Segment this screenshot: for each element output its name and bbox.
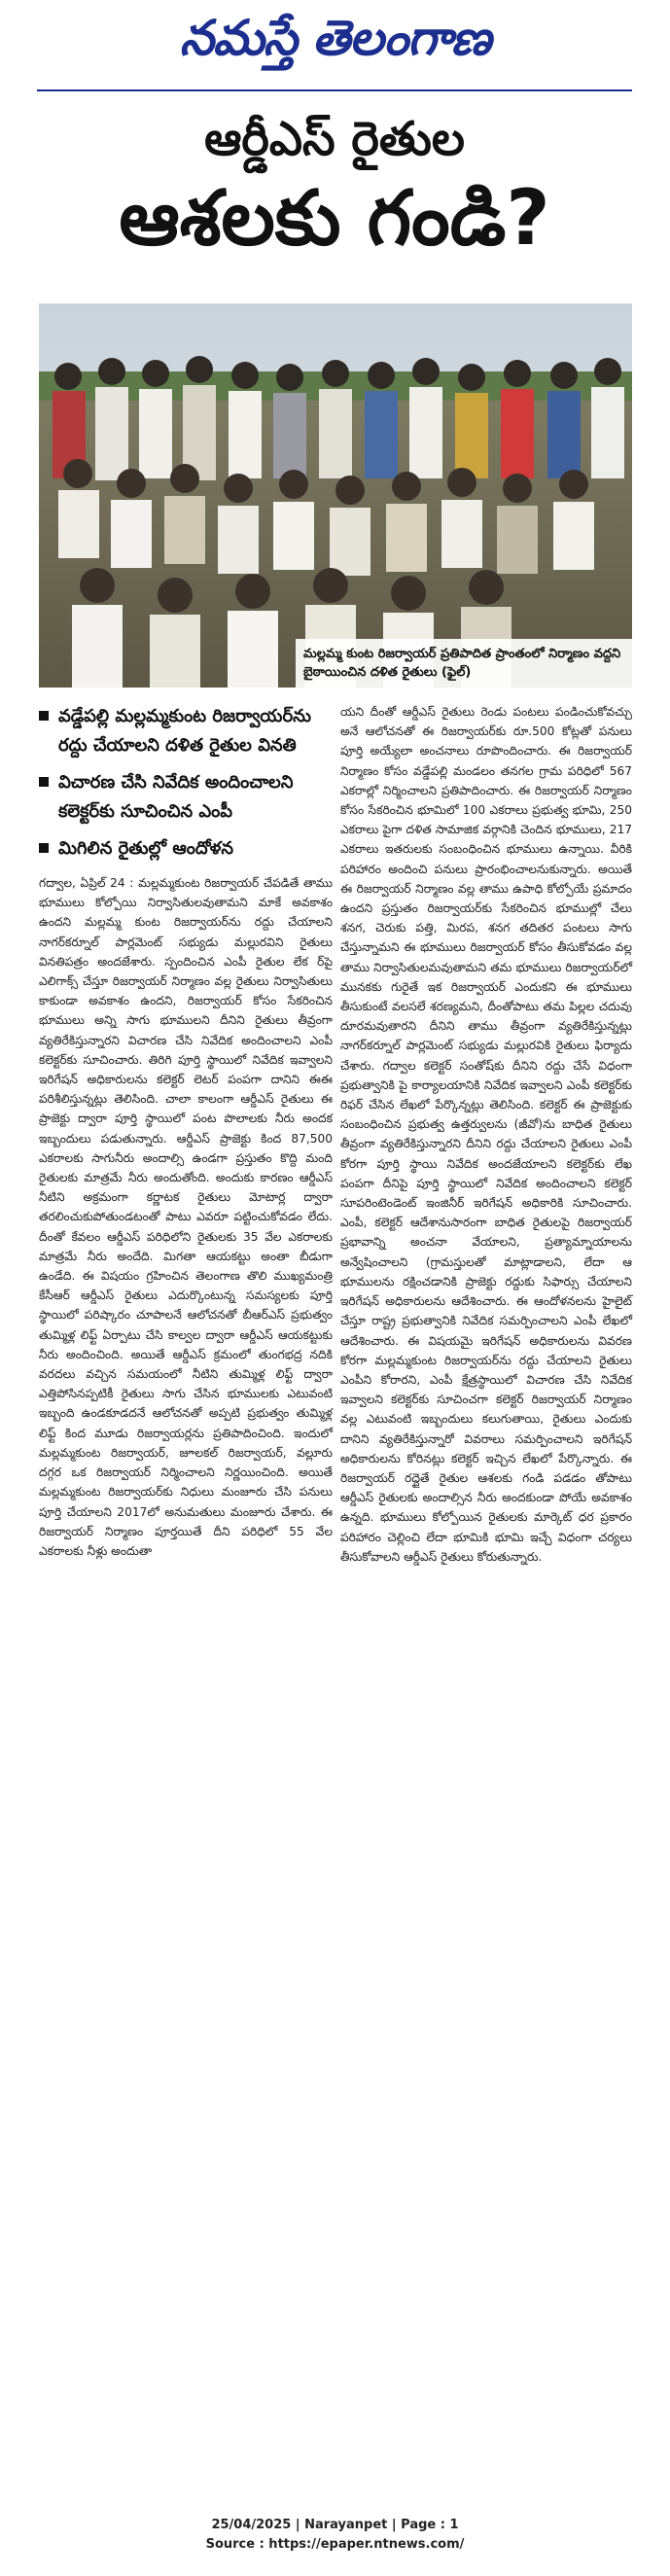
footer-dateline: 25/04/2025 | Narayanpet | Page : 1 — [211, 2518, 459, 2532]
headline-line-2: ఆశలకు గండి? — [119, 175, 550, 263]
summary-bullet — [39, 702, 333, 760]
bullet-marker — [39, 843, 49, 853]
bullet-text: మిగిలిన రైతుల్లో ఆందోళన — [58, 838, 234, 859]
headline-line-1: ఆర్డీఎస్ రైతుల — [204, 112, 465, 166]
masthead-divider — [37, 89, 632, 91]
masthead — [0, 0, 670, 88]
summary-bullet — [39, 768, 333, 827]
bullet-marker — [39, 711, 49, 721]
masthead-title: నమస్తే తెలంగాణ — [179, 9, 491, 66]
bullet-marker — [39, 777, 49, 787]
footer-source: Source : https://epaper.ntnews.com/ — [205, 2537, 465, 2552]
news-photo — [39, 303, 632, 688]
article-body-left: గద్వాల, ఏప్రిల్ 24 : మల్లమ్మకుంట రిజర్వాయర్ చేపడితే తాము భూములు కోల్పోయి నిర్వాసితులవుతామని మాకే అవకాశం ఉందని మల్లమ్మ కుంట రిజర్వాయర్‌ను రద్దు చేయాలని నాగర్‌కర్నూల్ పార్లమెంట్ సభ్యుడు మల్లురవిని రైతులు వినతిపత్రం అందజేశారు. స్పందించిన ఎంపీ రైతుల లేక ర్‌పై ఎలిగాక్స్ చేస్తూ రిజర్వాయర్ నిర్మాణం వల్ల రైతులు నిర్వాసితులు కాకుండా అవకాశం ఉందని, రిజర్వాయర్ కోసం సేకరించిన భూములు అన్ని సాగు భూములని దీనిని రైతులు తీవ్రంగా వ్యతిరేకిస్తున్నారని విచారణ చేసి నివేదిక అందించాలని ఎంపీ కలెక్టర్‌కు సూచించారు. తిరిగి పూర్తి స్థాయిలో నివేదిక ఇవ్వాలని ఇరిగేషన్ అధికారులను కలెక్టర్ లెటర్ పంపగా దానిని ఈఈ పరిశీలిస్తున్నట్లు తెలిసింది. చాలా కాలంగా ఆర్డీఎస్ రైతులు ఈ ప్రాజెక్టు ద్వారా పూర్తి స్థాయిలో పంట పొలాలకు నీరు అందక ఇబ్బందులు పడుతున్నారు. ఆర్డీఎస్ ప్రాజెక్టు కింద 87,500 ఎకరాలకు సాగునీరు అందాల్సి ఉండగా ప్రస్తుతం కొద్ది మంది రైతులకు మాత్రమే నీరు అందుతోంది. అందుకు కారణం ఆర్డీఎస్ నీటిని అక్రమంగా కర్ణాటక రైతులు మోటార్ల ద్వారా తరలించుకుపోతుండటంతో పాటు ఎవరూ పట్టించుకోవడం లేదు. దీంతో కేవలం ఆర్డీఎస్ పరిధిలోని రైతులకు 35 వేల ఎకరాలకు మాత్రమే నీరు అందేది. మిగతా ఆయకట్టు అంతా బీడుగా ఉండేది. ఈ విషయం గ్రహించిన తెలంగాణ తొలి ముఖ్యమంత్రి కేసీఆర్ ఆర్డీఎస్ రైతులు ఎదుర్కొంటున్న సమస్యలకు పూర్తి స్థాయిలో పరిష్కారం చూపాలనే ఆలోచనతో బీఆర్‌ఎస్ ప్రభుత్వం తుమ్మిళ్ల లిఫ్ట్ ఏర్పాటు చేసి కాల్వల ద్వారా ఆర్డీఎస్ ఆయకట్టుకు నీరు అందించింది. అయితే ఆర్డీఎస్ క్రమంలో తుంగభద్ర నదికి వరదలు వచ్చిన సమయంలో నీటిని తుమ్మిళ్ల లిఫ్ట్ ద్వారా ఎత్తిపోసినప్పటికీ రైతులు సాగు చేసిన భూములకు ఎటువంటి ఇబ్బంది ఉండకూడదనే ఆలోచనతో అప్పటి ప్రభుత్వం తుమ్మిళ్ల లిఫ్ట్ కింద మూడు రిజర్వాయర్లను ప్రతిపాదించింది. ఇందులో మల్లమ్మకుంట రిజర్వాయర్, జూలకల్ రిజర్వాయర్, వల్లూరు దగ్గర ఒక రిజర్వాయర్ నిర్మించాలని నిర్ణయించింది. అయితే మల్లమ్మకుంట రిజర్వాయర్‌కు నిధులు మంజూరు చేసి పనులు పూర్తి చేయాలని 2017లో అనుమతులు మంజూరు చేశారు. ఈ రిజర్వాయర్ నిర్మాణం పూర్తయితే దీని పరిధిలో 55 వేల ఎకరాలకు నీళ్లు అందుతా — [39, 876, 333, 1558]
bullet-text: వడ్డేపల్లి మల్లమ్మకుంట రిజర్వాయర్‌ను రద్దు చేయాలని దళిత రైతుల వినతి — [58, 706, 311, 756]
photo-caption: మల్లమ్మ కుంట రిజర్వాయర్ ప్రతిపాదిత ప్రాంతంలో నిర్మాణం వద్దని బైఠాయించిన దళిత రైతులు (ఫైల్) — [296, 639, 632, 688]
summary-bullet — [39, 834, 333, 864]
farmers-protest-photo — [39, 303, 632, 688]
left-column — [39, 702, 333, 1561]
article-body-right: యని దీంతో ఆర్డీఎస్ రైతులు రెండు పంటలు పండించుకోవచ్చు అనే ఆలోచనతో ఈ రిజర్వాయర్‌కు రూ.500 కోట్లతో పనులు పూర్తి అయ్యేలా అంచనాలు రూపొందించారు. ఈ రిజర్వాయర్ నిర్మాణం కోసం వడ్డేపల్లి మండలం తనగల గ్రామ పరిధిలో 567 ఎకరాల్లో నిర్మించాలని ప్రతిపాదించారు. ఈ రిజర్వాయర్ నిర్మాణం కోసం సేకరించిన భూమిలో 100 ఎకరాలు ప్రభుత్వ భూమి, 250 ఎకరాలు పైగా దళిత సామాజిక వర్గానికి చెందిన భూములు, 217 ఎకరాలు ఇతరులకు సంబంధించిన భూములు ఉన్నాయి. వీరికి పరిహారం అందించి పనులు ప్రారంభించాలనుకున్నారు. అయితే ఈ రిజర్వాయర్ నిర్మాణం వల్ల తాము ఉపాధి కోల్పోయే ప్రమాదం ఉందని ప్రస్తుతం రిజర్వాయర్‌కు సేకరించిన భూముల్లో చేలు శనగ, చెరుకు పత్తి, మిరప, శనగ తదితర పంటలు సాగు చేస్తున్నామని ఈ భూములు రిజర్వాయర్ కోసం తీసుకోవడం వల్ల తాము నిర్వాసితులమవుతామని తమ భూములు రిజర్వాయర్‌లో మునకకు గురైతే ఇక రిజర్వాయర్ ఎందుకని ఈ భూములు తీసుకుంటే వలసలే శరణ్యమని, దీంతోపాటు తమ పిల్లల చదువు దూరమవుతారని దీనిని తాము తీవ్రంగా వ్యతిరేకిస్తున్నట్లు నాగర్‌కర్నూల్ పార్లమెంట్ సభ్యుడు మల్లురవికి రైతులు ఫిర్యాదు చేశారు. గద్వాల కలెక్టర్ సంతోష్‌కు దీనిని రద్దు చేసే విధంగా ప్రభుత్వానికి పై కార్యాలయానికి నివేదిక ఇవ్వాలని ఎంపీ కలెక్టర్‌కు రిఫర్ చేసిన లేఖలో పేర్కొన్నట్లు తెలిసింది. కలెక్టర్ ఈ ప్రాజెక్టుకు సంబంధించిన ప్రభుత్వ ఉత్తర్వులను (జీవో)ను బాధిత రైతులు తీవ్రంగా వ్యతిరేకిస్తున్నారని దీనిని రద్దు చేయాలని రైతులు ఎంపీ కోరగా పూర్తి స్థాయి నివేదిక అందజేయాలని కలెక్టర్‌కు లేఖ పంపగా దీనిపై పూర్తి స్థాయిలో నివేదిక అందించాలని కలెక్టర్ సూపరింటెండెంట్ ఇంజినీర్ ఇరిగేషన్ అధికారికి సూచించారు. ఎంపీ, కలెక్టర్ ఆదేశానుసారంగా బాధిత రైతులపై రిజర్వాయర్ ప్రభావాన్ని అంచనా వేయాలని, ప్రత్యామ్నాయాలను అన్వేషించాలని (గ్రామస్తులతో మాట్లాడాలని, లేదా ఆ భూములను రక్షించడానికి ప్రాజెక్టు రద్దుకు సిఫార్సు చేయాలని ఇరిగేషన్ అధికారులను ఆదేశించారు. ఈ ఆందోళనలను హైలైట్ చేస్తూ రాష్ట్ర ప్రభుత్వానికి నివేదిక సమర్పించాలని ఎంపీ లేఖలో ఆదేశించారు. ఈ విషయమై ఇరిగేషన్ అధికారులను వివరణ కోరగా మల్లమ్మకుంట రిజర్వాయర్‌ను రద్దు చేయాలని రైతులు ఎంపీని కోరారని, ఎంపీ క్షేత్రస్థాయిలో విచారణ చేసి నివేదిక ఇవ్వాలని కలెక్టర్‌కు సూచించగా కలెక్టర్ రిజర్వాయర్ నిర్మాణం వల్ల ఎటువంటి ఇబ్బందులు కలుగుతాయి, రైతులు ఎందుకు దానిని వ్యతిరేకిస్తున్నారో వివరాలు సమర్పించాలని ఇరిగేషన్ అధికారులను కోరినట్లు కలెక్టర్ ఇచ్చిన లేఖలో పేర్కొన్నారు. ఈ రిజర్వాయర్ రద్దైతే రైతుల ఆశలకు గండి పడడం తోపాటు ఆర్డీఎస్ రైతులకు అందాల్సిన నీరు అందకుండా పోయే అవకాశం ఉన్నది. భూములు కోల్పోయిన రైతులకు మార్కెట్ ధర ప్రకారం పరిహారం చెల్లించి లేదా భూమికి భూమి ఇచ్చే విధంగా చర్యలు తీసుకోవాలని ఆర్డీఎస్ రైతులు కోరుతున్నారు. — [340, 705, 632, 1564]
right-column — [340, 702, 632, 1567]
bullet-text: విచారణ చేసి నివేదిక అందించాలని కలెక్టర్‌కు సూచించిన ఎంపీ — [58, 772, 294, 822]
